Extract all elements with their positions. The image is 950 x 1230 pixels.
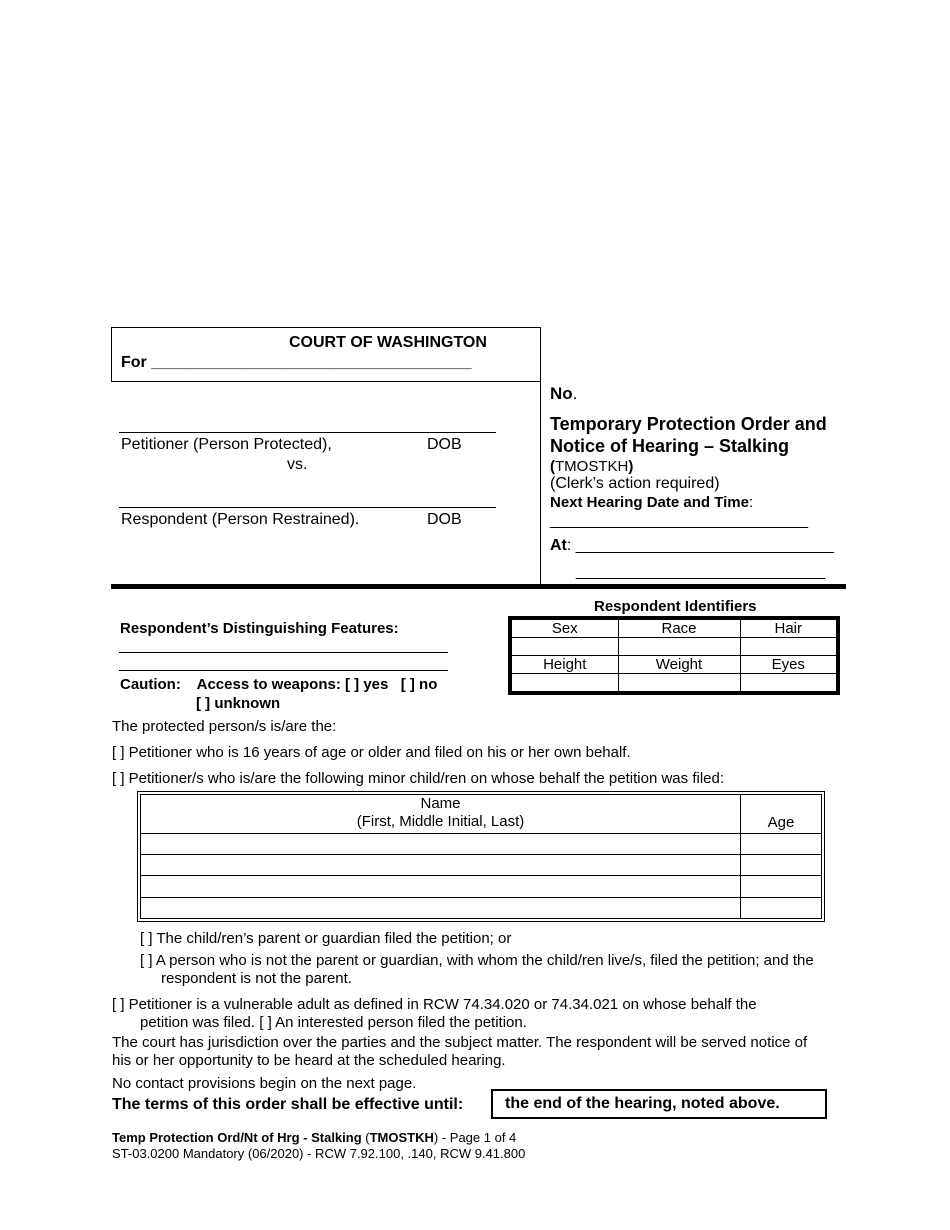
next-hearing-label: Next Hearing Date and Time: xyxy=(550,494,754,511)
footer-form-id: ST-03.0200 Mandatory (06/2020) - RCW 7.92.100, .140, RCW 9.41.800 xyxy=(112,1146,526,1161)
identifiers-title: Respondent Identifiers xyxy=(594,598,757,615)
hearing-location-field[interactable]: At: _____________________________ xyxy=(550,537,834,554)
form-code-close: ) xyxy=(628,458,634,475)
petitioner-name-line[interactable] xyxy=(119,432,496,433)
footer-title: Temp Protection Ord/Nt of Hrg - Stalking (TMOSTKH) - Page 1 of 4 xyxy=(112,1130,517,1145)
caution-row xyxy=(120,676,437,693)
form-code xyxy=(550,458,633,475)
at-label: At xyxy=(550,537,567,554)
caption-top-border xyxy=(111,327,541,328)
table-row xyxy=(141,833,822,854)
petitioner-dob-label: DOB xyxy=(427,436,462,453)
caution-label: Caution: xyxy=(120,676,181,693)
features-line-2[interactable] xyxy=(119,670,448,671)
height-value[interactable] xyxy=(510,674,618,694)
option-petitioner-16[interactable]: [ ] Petitioner who is 16 years of age or older and filed on his or her own behalf. xyxy=(112,744,631,761)
name-header-line2: (First, Middle Initial, Last) xyxy=(356,813,525,830)
no-contact-note: No contact provisions begin on the next page. xyxy=(112,1075,417,1092)
hair-header: Hair xyxy=(740,618,838,638)
protected-intro: The protected person/s is/are the: xyxy=(112,718,337,735)
height-header: Height xyxy=(510,656,618,674)
child-name-cell[interactable] xyxy=(141,833,741,854)
weapons-unknown-checkbox[interactable]: [ ] unknown xyxy=(196,695,281,712)
respondent-name-line[interactable] xyxy=(119,507,496,508)
option-minor-children[interactable]: [ ] Petitioner/s who is/are the following minor child/ren on whose behalf the petition was filed: xyxy=(112,770,724,787)
versus-label: vs. xyxy=(287,456,308,473)
option-vulnerable-adult-cont[interactable]: petition was filed. [ ] An interested person filed the petition. xyxy=(140,1014,527,1031)
features-heading: Respondent’s Distinguishing Features: xyxy=(120,620,399,637)
weight-header: Weight xyxy=(618,656,740,674)
table-row xyxy=(141,854,822,875)
weapons-yes-checkbox[interactable]: [ ] yes xyxy=(345,676,389,693)
age-column-header: Age xyxy=(741,795,822,834)
jurisdiction-line2: his or her opportunity to be heard at the scheduled hearing. xyxy=(112,1052,506,1069)
effective-label: The terms of this order shall be effective until: xyxy=(112,1096,464,1113)
child-age-cell[interactable] xyxy=(741,897,822,918)
option-vulnerable-adult[interactable]: [ ] Petitioner is a vulnerable adult as defined in RCW 74.34.020 or 74.34.021 on whose behalf the xyxy=(112,996,757,1013)
next-hearing-field[interactable]: _____________________________ xyxy=(550,512,809,529)
minor-children-table-frame xyxy=(137,791,825,922)
form-code-open: ( xyxy=(550,458,555,475)
county-for-field[interactable]: For ____________________________________ xyxy=(121,354,472,371)
table-row xyxy=(141,876,822,897)
child-name-cell[interactable] xyxy=(141,876,741,897)
race-header: Race xyxy=(618,618,740,638)
effective-until-value: the end of the hearing, noted above. xyxy=(491,1089,827,1119)
option-nonparent-filed-cont: respondent is not the parent. xyxy=(161,970,352,987)
order-title-line1: Temporary Protection Order and xyxy=(550,414,827,434)
table-row xyxy=(141,897,822,918)
features-line-1[interactable] xyxy=(119,652,448,653)
sex-value[interactable] xyxy=(510,638,618,656)
caption-left-border xyxy=(111,327,112,382)
caption-bottom-border xyxy=(111,381,541,382)
child-age-cell[interactable] xyxy=(741,876,822,897)
eyes-value[interactable] xyxy=(740,674,838,694)
weight-value[interactable] xyxy=(618,674,740,694)
caution-text: Access to weapons: xyxy=(196,676,341,693)
caption-thick-rule xyxy=(111,584,846,589)
case-number-label: No xyxy=(550,384,573,403)
child-age-cell[interactable] xyxy=(741,833,822,854)
case-number-field[interactable] xyxy=(550,384,577,404)
name-column-header xyxy=(141,795,741,834)
hearing-location-field-2[interactable]: ____________________________ xyxy=(576,563,826,580)
court-title: COURT OF WASHINGTON xyxy=(289,334,487,351)
clerk-note: (Clerk’s action required) xyxy=(550,475,720,492)
form-code-text: TMOSTKH xyxy=(555,458,629,475)
caption-divider xyxy=(540,327,541,586)
option-nonparent-filed[interactable]: [ ] A person who is not the parent or guardian, with whom the child/ren live/s, filed the petition; and the xyxy=(140,952,814,969)
child-name-cell[interactable] xyxy=(141,854,741,875)
respondent-dob-label: DOB xyxy=(427,511,462,528)
weapons-no-checkbox[interactable]: [ ] no xyxy=(400,676,438,693)
identifiers-table xyxy=(508,616,840,695)
hair-value[interactable] xyxy=(740,638,838,656)
case-number-dot: . xyxy=(572,384,578,403)
option-parent-filed[interactable]: [ ] The child/ren’s parent or guardian filed the petition; or xyxy=(140,930,512,947)
child-name-cell[interactable] xyxy=(141,897,741,918)
respondent-label: Respondent (Person Restrained). xyxy=(121,511,360,528)
eyes-header: Eyes xyxy=(740,656,838,674)
petitioner-label: Petitioner (Person Protected), xyxy=(121,436,332,453)
name-header-line1: Name xyxy=(420,795,461,812)
minor-children-table xyxy=(140,794,822,919)
order-title-line2: Notice of Hearing – Stalking xyxy=(550,436,790,456)
child-age-cell[interactable] xyxy=(741,854,822,875)
jurisdiction-line1: The court has jurisdiction over the parties and the subject matter. The respondent will be served notice of xyxy=(112,1034,808,1051)
sex-header: Sex xyxy=(510,618,618,638)
race-value[interactable] xyxy=(618,638,740,656)
